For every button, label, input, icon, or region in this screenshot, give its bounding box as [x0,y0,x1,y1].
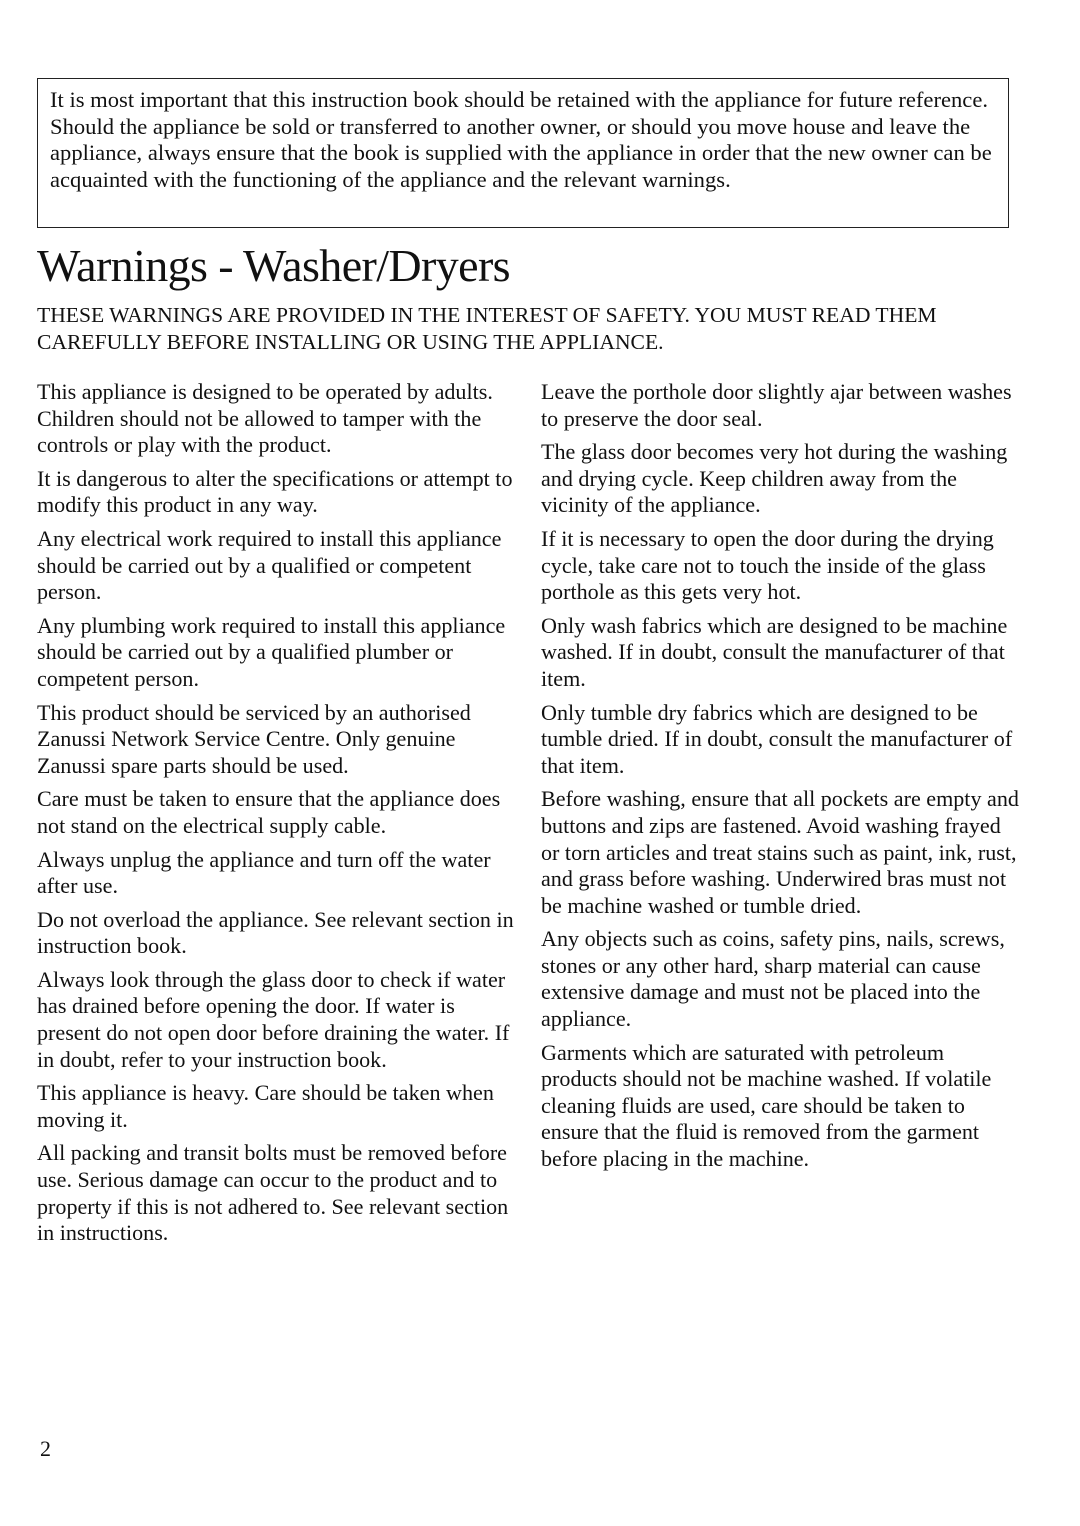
right-warnings-column [541,379,1019,1180]
retain-instructions-notice [37,78,1009,228]
left-warnings-column [37,379,515,1254]
warning-paragraph: Before washing, ensure that all pockets are empty and buttons and zips are fastened. Avoid washing frayed or torn articles and treat stains such as paint, ink, rust, and grass before washing. Underwired bras must not be machine washed or tumble dried. [541,786,1019,918]
warning-paragraph: Garments which are saturated with petroleum products should not be machine washed. If volatile cleaning fluids are used, care should be taken to ensure that the fluid is removed from the garment before placing in the machine. [541,1039,992,1172]
warning-paragraph: Do not overload the appliance. See relevant section in instruction book. [37,906,514,959]
warning-paragraph: Always look through the glass door to check if water has drained before opening the door. If water is present do not open door before draining the water. If in doubt, refer to your instruction book. [37,966,510,1072]
warning-paragraph: This appliance is designed to be operated by adults. Children should not be allowed to tamper with the controls or play with the product. [37,379,493,458]
warning-paragraph: Any plumbing work required to install this appliance should be carried out by a qualified plumber or competent person. [37,612,506,691]
safety-warning-intro: THESE WARNINGS ARE PROVIDED IN THE INTEREST OF SAFETY. YOU MUST READ THEM CAREFULLY BEFORE INSTALLING OR USING THE APPLIANCE. [37,303,937,354]
warning-paragraph: Always unplug the appliance and turn off the water after use. [37,846,491,899]
warning-paragraph: Any electrical work required to install this appliance should be carried out by a qualified or competent person. [37,525,502,605]
warning-paragraph: This appliance is heavy. Care should be taken when moving it. [37,1080,494,1132]
page-title: Warnings - Washer/Dryers [37,240,510,291]
page-number: 2 [40,1436,51,1461]
warning-paragraph: The glass door becomes very hot during the washing and drying cycle. Keep children away from the vicinity of the appliance. [541,439,1008,518]
notice-text: It is most important that this instruction book should be retained with the appliance for future reference. Should the appliance be sold or transferred to another owner, or should you move house and leave the appliance, always ensure that the book is supplied with the appliance in order that the new owner can be acquainted with the functioning of the appliance and the relevant warnings. [50,87,992,192]
warning-paragraph: Leave the porthole door slightly ajar between washes to preserve the door seal. [541,379,1012,431]
warning-paragraph: Care must be taken to ensure that the appliance does not stand on the electrical supply cable. [37,786,501,838]
warning-paragraph: This product should be serviced by an authorised Zanussi Network Service Centre. Only genuine Zanussi spare parts should be used. [37,699,471,778]
warning-paragraph: If it is necessary to open the door during the drying cycle, take care not to touch the inside of the glass porthole as this gets very hot. [541,525,994,605]
warning-paragraph: Only tumble dry fabrics which are designed to be tumble dried. If in doubt, consult the manufacturer of that item. [541,699,1013,778]
warning-paragraph: Only wash fabrics which are designed to be machine washed. If in doubt, consult the manufacturer of that item. [541,612,1008,691]
warning-paragraph: All packing and transit bolts must be removed before use. Serious damage can occur to the product and to property if this is not adhered to. See relevant section in instructions. [37,1140,509,1246]
warning-paragraph: It is dangerous to alter the specifications or attempt to modify this product in any way. [37,465,513,518]
warning-paragraph: Any objects such as coins, safety pins, nails, screws, stones or any other hard, sharp material can cause extensive damage and must not be placed into the appliance. [541,926,1005,1032]
